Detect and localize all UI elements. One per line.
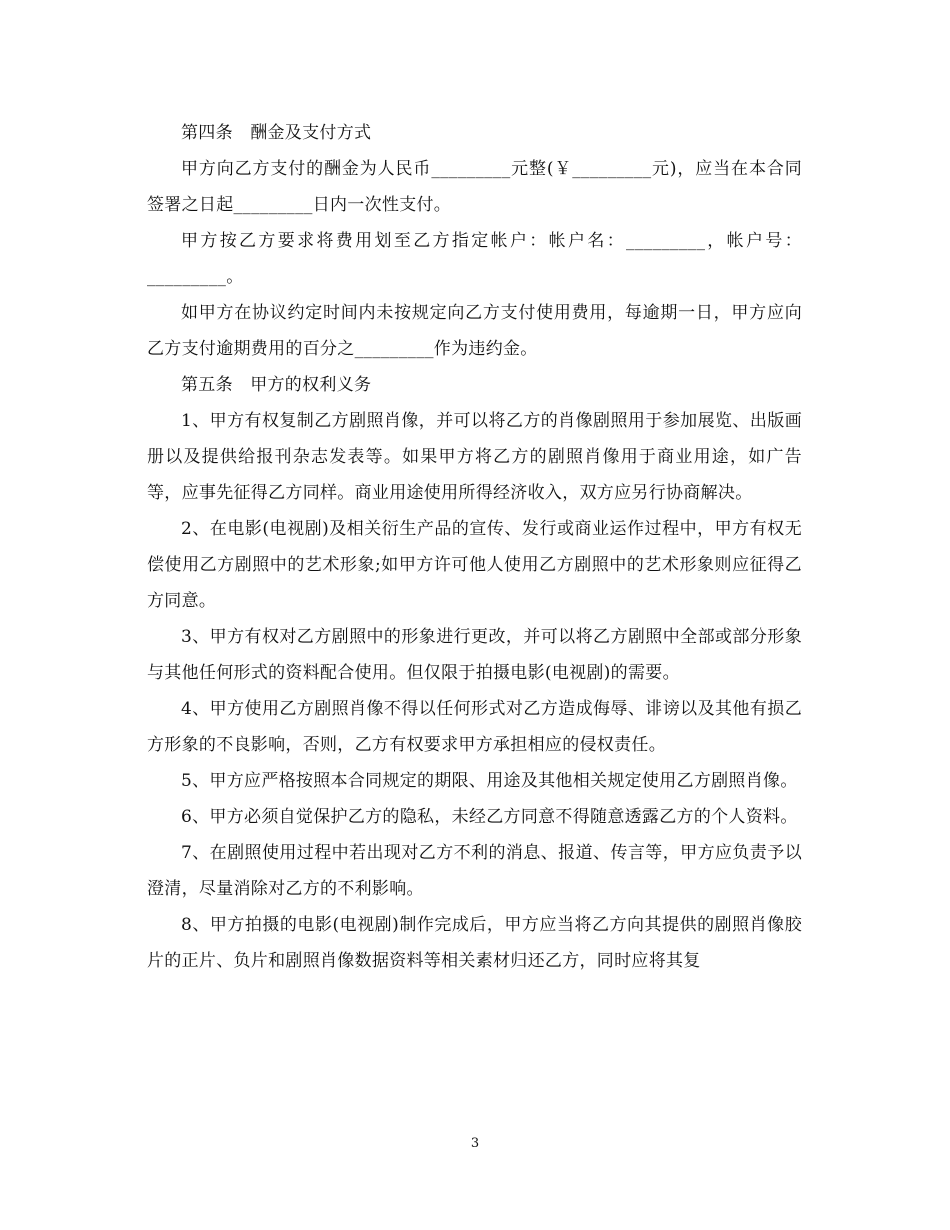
late-payment-paragraph: 如甲方在协议约定时间内未按规定向乙方支付使用费用，每逾期一日，甲方应向乙方支付逾期费用的百分之_________作为违约金。: [147, 303, 802, 359]
clause-1-paragraph: 1、甲方有权复制乙方剧照肖像，并可以将乙方的肖像剧照用于参加展览、出版画册以及提供给报刊杂志发表等。如果甲方将乙方的剧照肖像用于商业用途，如广告等，应事先征得乙方同样。商业用途使用所得经济收入，双方应另行协商解决。: [147, 411, 802, 503]
clause-4-paragraph: 4、甲方使用乙方剧照肖像不得以任何形式对乙方造成侮辱、诽谤以及其他有损乙方形象的不良影响，否则，乙方有权要求甲方承担相应的侵权责任。: [147, 699, 802, 755]
page-body: [147, 115, 802, 979]
fee-amount-paragraph: 甲方向乙方支付的酬金为人民币_________元整(￥_________元)，应当在本合同签署之日起_________日内一次性支付。: [147, 159, 802, 215]
page-number: 3: [470, 1136, 480, 1151]
clause-5-paragraph: 5、甲方应严格按照本合同规定的期限、用途及其他相关规定使用乙方剧照肖像。: [181, 771, 798, 791]
account-info-paragraph: 甲方按乙方要求将费用划至乙方指定帐户：帐户名：_________，帐户号：_________。: [147, 231, 802, 287]
clause-7-paragraph: 7、在剧照使用过程中若出现对乙方不利的消息、报道、传言等，甲方应负责予以澄清，尽量消除对乙方的不利影响。: [147, 843, 802, 899]
clause-2-paragraph: 2、在电影(电视剧)及相关衍生产品的宣传、发行或商业运作过程中，甲方有权无偿使用乙方剧照中的艺术形象;如甲方许可他人使用乙方剧照中的艺术形象则应征得乙方同意。: [147, 519, 802, 611]
clause-8-paragraph: 8、甲方拍摄的电影(电视剧)制作完成后，甲方应当将乙方向其提供的剧照肖像胶片的正片、负片和剧照肖像数据资料等相关素材归还乙方，同时应将其复: [147, 915, 802, 971]
clause-6-paragraph: 6、甲方必须自觉保护乙方的隐私，未经乙方同意不得随意透露乙方的个人资料。: [181, 807, 798, 827]
article-5-heading: 第五条 甲方的权利义务: [181, 375, 372, 395]
clause-3-paragraph: 3、甲方有权对乙方剧照中的形象进行更改，并可以将乙方剧照中全部或部分形象与其他任何形式的资料配合使用。但仅限于拍摄电影(电视剧)的需要。: [147, 627, 802, 683]
article-4-heading: 第四条 酬金及支付方式: [181, 123, 372, 143]
